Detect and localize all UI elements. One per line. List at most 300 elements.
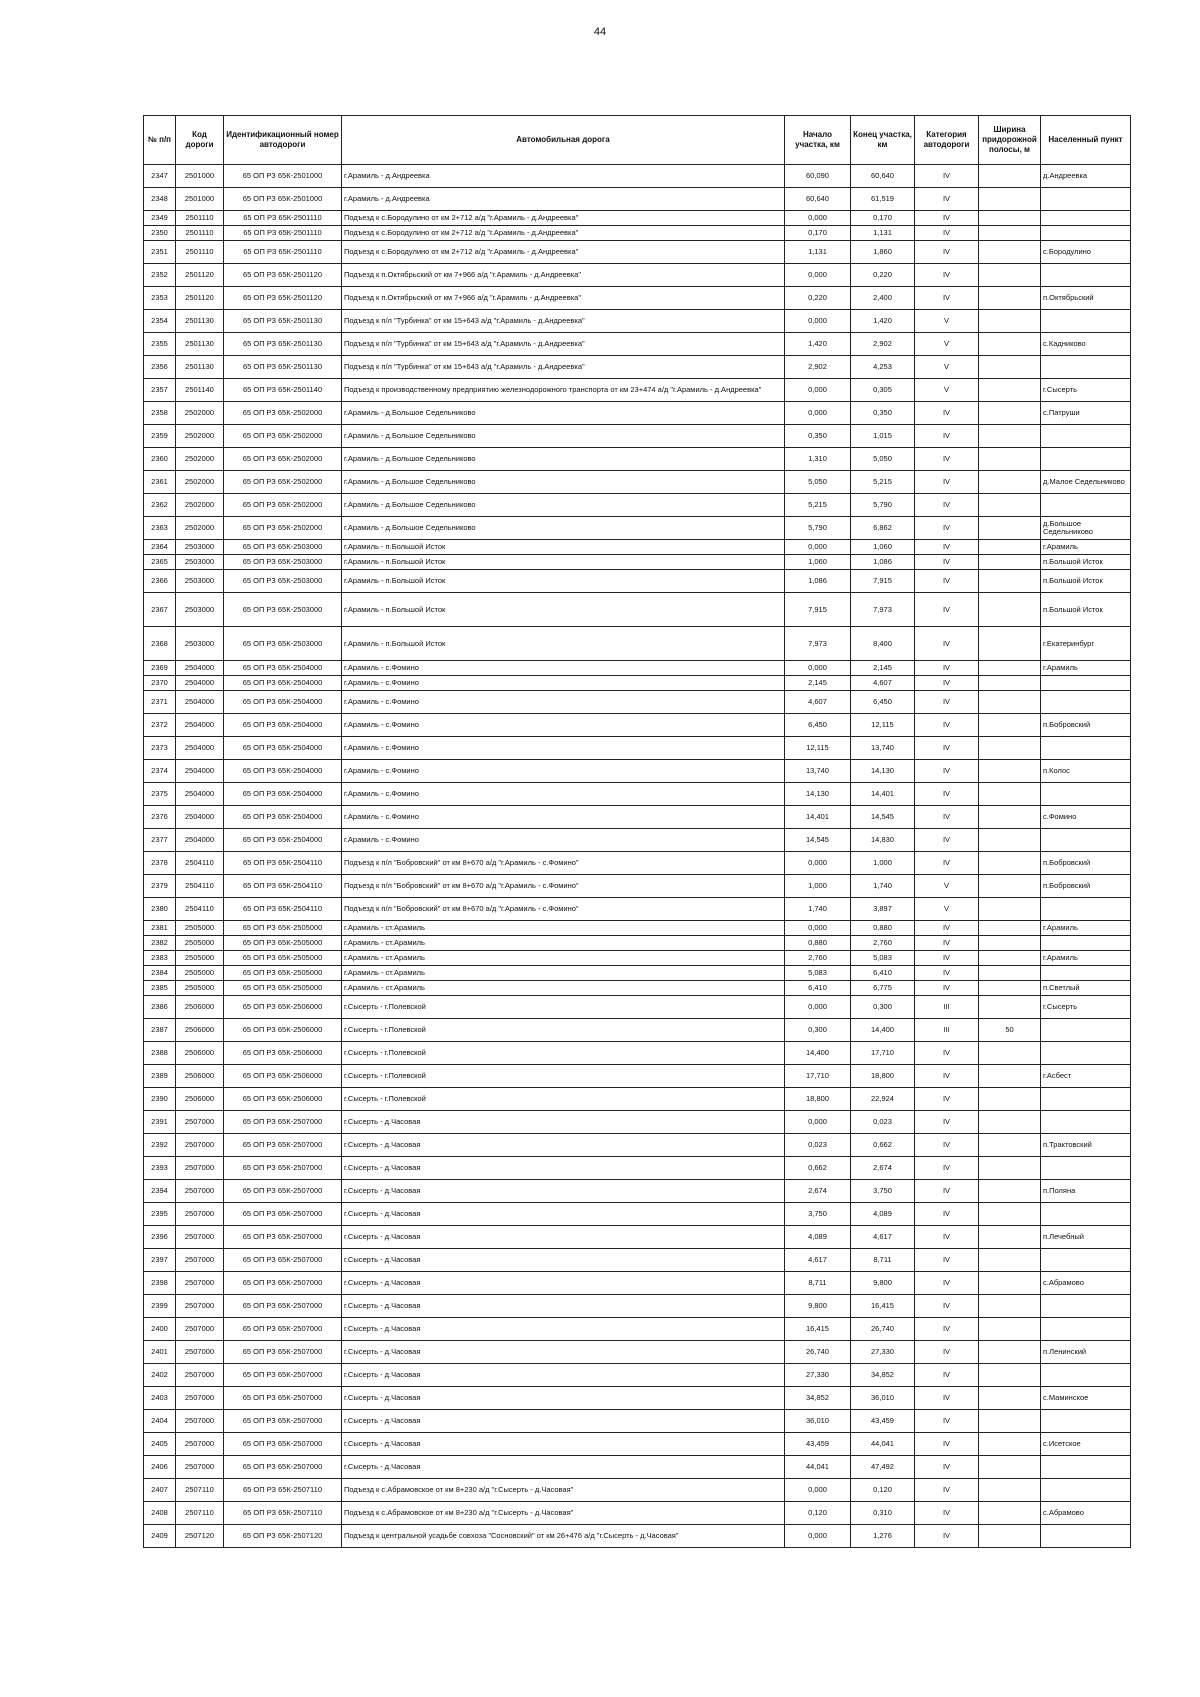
cell-end-km: 0,220 xyxy=(851,264,915,287)
cell-road-id: 65 ОП РЗ 65К-2505000 xyxy=(224,951,342,966)
cell-roadside-width xyxy=(979,966,1041,981)
table-row xyxy=(144,714,1131,737)
cell-roadside-width xyxy=(979,951,1041,966)
column-header-roadside-width: Ширина придорожной полосы, м xyxy=(979,116,1041,165)
cell-end-km: 27,330 xyxy=(851,1341,915,1364)
cell-row-number: 2348 xyxy=(144,188,176,211)
cell-category: IV xyxy=(915,1134,979,1157)
cell-road-code: 2507000 xyxy=(176,1272,224,1295)
table-row xyxy=(144,966,1131,981)
cell-end-km: 0,120 xyxy=(851,1479,915,1502)
table-row xyxy=(144,1341,1131,1364)
cell-settlement xyxy=(1041,211,1131,226)
cell-category: IV xyxy=(915,1180,979,1203)
cell-roadside-width xyxy=(979,1364,1041,1387)
cell-category: IV xyxy=(915,760,979,783)
table-row xyxy=(144,310,1131,333)
cell-row-number: 2355 xyxy=(144,333,176,356)
table-row xyxy=(144,226,1131,241)
cell-road-id: 65 ОП РЗ 65К-2504110 xyxy=(224,898,342,921)
cell-start-km: 2,760 xyxy=(785,951,851,966)
cell-row-number: 2407 xyxy=(144,1479,176,1502)
cell-settlement: с.Маминское xyxy=(1041,1387,1131,1410)
cell-road-id: 65 ОП РЗ 65К-2507110 xyxy=(224,1502,342,1525)
cell-settlement xyxy=(1041,1249,1131,1272)
cell-roadside-width xyxy=(979,1111,1041,1134)
cell-row-number: 2375 xyxy=(144,783,176,806)
cell-row-number: 2393 xyxy=(144,1157,176,1180)
cell-end-km: 1,086 xyxy=(851,555,915,570)
cell-start-km: 1,740 xyxy=(785,898,851,921)
cell-road-id: 65 ОП РЗ 65К-2504000 xyxy=(224,829,342,852)
cell-row-number: 2409 xyxy=(144,1525,176,1548)
cell-end-km: 14,130 xyxy=(851,760,915,783)
cell-road-name: Подъезд к п/л "Турбинка" от км 15+643 а/д "г.Арамиль - д.Андреевка" xyxy=(342,310,785,333)
cell-road-code: 2504000 xyxy=(176,714,224,737)
cell-roadside-width xyxy=(979,1249,1041,1272)
cell-start-km: 0,350 xyxy=(785,425,851,448)
cell-category: IV xyxy=(915,661,979,676)
cell-end-km: 60,640 xyxy=(851,165,915,188)
cell-road-name: г.Сысерть - г.Полевской xyxy=(342,1088,785,1111)
cell-start-km: 0,000 xyxy=(785,540,851,555)
cell-row-number: 2373 xyxy=(144,737,176,760)
cell-row-number: 2396 xyxy=(144,1226,176,1249)
cell-row-number: 2372 xyxy=(144,714,176,737)
cell-start-km: 0,000 xyxy=(785,379,851,402)
cell-end-km: 0,310 xyxy=(851,1502,915,1525)
table-row xyxy=(144,555,1131,570)
cell-row-number: 2366 xyxy=(144,570,176,593)
cell-roadside-width xyxy=(979,1065,1041,1088)
cell-start-km: 27,330 xyxy=(785,1364,851,1387)
cell-settlement xyxy=(1041,1019,1131,1042)
cell-start-km: 0,000 xyxy=(785,996,851,1019)
cell-settlement: д.Малое Седельниково xyxy=(1041,471,1131,494)
cell-road-name: г.Сысерть - д.Часовая xyxy=(342,1203,785,1226)
cell-start-km: 0,000 xyxy=(785,1525,851,1548)
cell-roadside-width xyxy=(979,714,1041,737)
cell-settlement: с.Кадниково xyxy=(1041,333,1131,356)
cell-row-number: 2349 xyxy=(144,211,176,226)
cell-row-number: 2381 xyxy=(144,921,176,936)
table-row xyxy=(144,211,1131,226)
cell-category: IV xyxy=(915,1272,979,1295)
cell-road-name: г.Сысерть - д.Часовая xyxy=(342,1387,785,1410)
cell-row-number: 2368 xyxy=(144,627,176,661)
cell-start-km: 43,459 xyxy=(785,1433,851,1456)
cell-end-km: 14,830 xyxy=(851,829,915,852)
cell-settlement: п.Ленинский xyxy=(1041,1341,1131,1364)
cell-end-km: 4,253 xyxy=(851,356,915,379)
cell-road-code: 2507000 xyxy=(176,1203,224,1226)
cell-row-number: 2405 xyxy=(144,1433,176,1456)
cell-row-number: 2380 xyxy=(144,898,176,921)
cell-category: IV xyxy=(915,188,979,211)
cell-row-number: 2382 xyxy=(144,936,176,951)
cell-road-code: 2507000 xyxy=(176,1226,224,1249)
cell-start-km: 0,000 xyxy=(785,1479,851,1502)
cell-roadside-width xyxy=(979,211,1041,226)
cell-road-code: 2506000 xyxy=(176,1088,224,1111)
table-row xyxy=(144,783,1131,806)
cell-category: IV xyxy=(915,241,979,264)
cell-road-id: 65 ОП РЗ 65К-2507000 xyxy=(224,1272,342,1295)
cell-road-name: г.Арамиль - с.Фомино xyxy=(342,783,785,806)
cell-settlement xyxy=(1041,966,1131,981)
cell-road-name: г.Арамиль - д.Большое Седельниково xyxy=(342,494,785,517)
cell-road-code: 2504000 xyxy=(176,806,224,829)
cell-road-id: 65 ОП РЗ 65К-2505000 xyxy=(224,921,342,936)
cell-category: IV xyxy=(915,1111,979,1134)
table-row xyxy=(144,1226,1131,1249)
table-row xyxy=(144,627,1131,661)
cell-roadside-width xyxy=(979,1502,1041,1525)
table-row xyxy=(144,1456,1131,1479)
cell-road-id: 65 ОП РЗ 65К-2507110 xyxy=(224,1479,342,1502)
cell-start-km: 5,083 xyxy=(785,966,851,981)
cell-road-id: 65 ОП РЗ 65К-2507000 xyxy=(224,1410,342,1433)
cell-road-name: г.Арамиль - д.Большое Седельниково xyxy=(342,402,785,425)
cell-settlement xyxy=(1041,783,1131,806)
cell-road-id: 65 ОП РЗ 65К-2504000 xyxy=(224,737,342,760)
cell-end-km: 12,115 xyxy=(851,714,915,737)
cell-road-name: г.Арамиль - д.Андреевка xyxy=(342,165,785,188)
cell-road-id: 65 ОП РЗ 65К-2501130 xyxy=(224,333,342,356)
cell-road-code: 2507000 xyxy=(176,1111,224,1134)
cell-roadside-width xyxy=(979,287,1041,310)
column-header-road-id: Идентификационный номер автодороги xyxy=(224,116,342,165)
table-row xyxy=(144,661,1131,676)
table-row xyxy=(144,806,1131,829)
cell-category: IV xyxy=(915,540,979,555)
cell-settlement: д.Андреевка xyxy=(1041,165,1131,188)
cell-row-number: 2397 xyxy=(144,1249,176,1272)
cell-end-km: 16,415 xyxy=(851,1295,915,1318)
cell-category: IV xyxy=(915,593,979,627)
cell-start-km: 6,450 xyxy=(785,714,851,737)
cell-road-code: 2501110 xyxy=(176,241,224,264)
cell-road-name: г.Арамиль - с.Фомино xyxy=(342,714,785,737)
cell-row-number: 2395 xyxy=(144,1203,176,1226)
cell-category: IV xyxy=(915,287,979,310)
cell-roadside-width xyxy=(979,1203,1041,1226)
cell-settlement xyxy=(1041,1410,1131,1433)
cell-road-id: 65 ОП РЗ 65К-2507000 xyxy=(224,1111,342,1134)
cell-settlement xyxy=(1041,494,1131,517)
cell-category: IV xyxy=(915,829,979,852)
cell-road-id: 65 ОП РЗ 65К-2507000 xyxy=(224,1433,342,1456)
cell-settlement: п.Лечебный xyxy=(1041,1226,1131,1249)
table-row xyxy=(144,1364,1131,1387)
cell-end-km: 0,300 xyxy=(851,996,915,1019)
cell-row-number: 2350 xyxy=(144,226,176,241)
cell-category: IV xyxy=(915,1502,979,1525)
cell-end-km: 1,740 xyxy=(851,875,915,898)
cell-roadside-width xyxy=(979,829,1041,852)
table-row xyxy=(144,333,1131,356)
cell-end-km: 0,662 xyxy=(851,1134,915,1157)
cell-row-number: 2363 xyxy=(144,517,176,540)
cell-road-code: 2504110 xyxy=(176,898,224,921)
cell-roadside-width xyxy=(979,555,1041,570)
cell-road-name: г.Сысерть - г.Полевской xyxy=(342,1019,785,1042)
cell-road-code: 2502000 xyxy=(176,402,224,425)
cell-category: IV xyxy=(915,1387,979,1410)
cell-road-name: г.Сысерть - д.Часовая xyxy=(342,1111,785,1134)
cell-road-id: 65 ОП РЗ 65К-2506000 xyxy=(224,1042,342,1065)
cell-road-id: 65 ОП РЗ 65К-2505000 xyxy=(224,936,342,951)
table-row xyxy=(144,1387,1131,1410)
cell-row-number: 2378 xyxy=(144,852,176,875)
cell-roadside-width xyxy=(979,517,1041,540)
table-row xyxy=(144,676,1131,691)
cell-row-number: 2364 xyxy=(144,540,176,555)
cell-settlement xyxy=(1041,425,1131,448)
cell-category: IV xyxy=(915,402,979,425)
cell-road-code: 2507000 xyxy=(176,1249,224,1272)
table-row xyxy=(144,1525,1131,1548)
cell-road-id: 65 ОП РЗ 65К-2501110 xyxy=(224,241,342,264)
cell-start-km: 60,640 xyxy=(785,188,851,211)
cell-category: IV xyxy=(915,1525,979,1548)
cell-start-km: 14,130 xyxy=(785,783,851,806)
cell-road-code: 2501140 xyxy=(176,379,224,402)
cell-roadside-width xyxy=(979,1042,1041,1065)
cell-category: IV xyxy=(915,425,979,448)
cell-roadside-width xyxy=(979,494,1041,517)
table-row xyxy=(144,264,1131,287)
cell-road-code: 2507000 xyxy=(176,1318,224,1341)
table-row xyxy=(144,1157,1131,1180)
table-row xyxy=(144,1042,1131,1065)
cell-road-code: 2505000 xyxy=(176,981,224,996)
cell-start-km: 0,000 xyxy=(785,1111,851,1134)
cell-roadside-width: 50 xyxy=(979,1019,1041,1042)
cell-roadside-width xyxy=(979,1410,1041,1433)
cell-road-code: 2507000 xyxy=(176,1180,224,1203)
cell-road-code: 2507000 xyxy=(176,1456,224,1479)
cell-row-number: 2389 xyxy=(144,1065,176,1088)
cell-end-km: 6,862 xyxy=(851,517,915,540)
cell-road-name: г.Арамиль - ст.Арамиль xyxy=(342,936,785,951)
cell-road-name: Подъезд к центральной усадьбе совхоза "Сосновский" от км 26+476 а/д "г.Сысерть - д.Часовая" xyxy=(342,1525,785,1548)
cell-settlement xyxy=(1041,1111,1131,1134)
table-row xyxy=(144,875,1131,898)
table-row xyxy=(144,1433,1131,1456)
cell-roadside-width xyxy=(979,471,1041,494)
cell-category: IV xyxy=(915,951,979,966)
cell-end-km: 34,852 xyxy=(851,1364,915,1387)
cell-roadside-width xyxy=(979,333,1041,356)
cell-roadside-width xyxy=(979,241,1041,264)
cell-road-name: г.Сысерть - д.Часовая xyxy=(342,1433,785,1456)
cell-road-id: 65 ОП РЗ 65К-2507120 xyxy=(224,1525,342,1548)
cell-start-km: 1,420 xyxy=(785,333,851,356)
cell-end-km: 1,000 xyxy=(851,852,915,875)
cell-settlement: с.Абрамово xyxy=(1041,1502,1131,1525)
cell-road-name: г.Сысерть - д.Часовая xyxy=(342,1157,785,1180)
cell-start-km: 0,000 xyxy=(785,852,851,875)
cell-roadside-width xyxy=(979,1433,1041,1456)
cell-road-id: 65 ОП РЗ 65К-2501000 xyxy=(224,165,342,188)
cell-road-id: 65 ОП РЗ 65К-2503000 xyxy=(224,627,342,661)
cell-category: IV xyxy=(915,1157,979,1180)
cell-roadside-width xyxy=(979,981,1041,996)
cell-roadside-width xyxy=(979,760,1041,783)
column-header-number: № п/п xyxy=(144,116,176,165)
cell-settlement: г.Сысерть xyxy=(1041,996,1131,1019)
cell-end-km: 5,790 xyxy=(851,494,915,517)
cell-start-km: 4,089 xyxy=(785,1226,851,1249)
cell-road-name: г.Сысерть - д.Часовая xyxy=(342,1249,785,1272)
cell-category: IV xyxy=(915,264,979,287)
table-row xyxy=(144,517,1131,540)
cell-row-number: 2402 xyxy=(144,1364,176,1387)
cell-road-id: 65 ОП РЗ 65К-2507000 xyxy=(224,1387,342,1410)
cell-row-number: 2394 xyxy=(144,1180,176,1203)
cell-start-km: 5,215 xyxy=(785,494,851,517)
cell-start-km: 0,300 xyxy=(785,1019,851,1042)
cell-roadside-width xyxy=(979,540,1041,555)
cell-settlement xyxy=(1041,1295,1131,1318)
cell-end-km: 44,041 xyxy=(851,1433,915,1456)
cell-row-number: 2391 xyxy=(144,1111,176,1134)
cell-settlement: п.Колос xyxy=(1041,760,1131,783)
cell-road-name: г.Арамиль - п.Большой Исток xyxy=(342,627,785,661)
cell-roadside-width xyxy=(979,402,1041,425)
cell-row-number: 2353 xyxy=(144,287,176,310)
cell-end-km: 0,350 xyxy=(851,402,915,425)
cell-category: V xyxy=(915,310,979,333)
cell-row-number: 2369 xyxy=(144,661,176,676)
cell-row-number: 2379 xyxy=(144,875,176,898)
cell-end-km: 2,902 xyxy=(851,333,915,356)
cell-settlement: п.Большой Исток xyxy=(1041,570,1131,593)
cell-road-id: 65 ОП РЗ 65К-2501110 xyxy=(224,211,342,226)
cell-settlement xyxy=(1041,188,1131,211)
cell-road-id: 65 ОП РЗ 65К-2507000 xyxy=(224,1295,342,1318)
cell-settlement: п.Большой Исток xyxy=(1041,593,1131,627)
cell-start-km: 5,790 xyxy=(785,517,851,540)
cell-row-number: 2385 xyxy=(144,981,176,996)
cell-end-km: 3,750 xyxy=(851,1180,915,1203)
cell-road-id: 65 ОП РЗ 65К-2507000 xyxy=(224,1318,342,1341)
column-header-road-code: Код дороги xyxy=(176,116,224,165)
cell-start-km: 0,000 xyxy=(785,211,851,226)
cell-settlement: п.Поляна xyxy=(1041,1180,1131,1203)
cell-start-km: 6,410 xyxy=(785,981,851,996)
cell-category: IV xyxy=(915,471,979,494)
cell-start-km: 0,000 xyxy=(785,310,851,333)
table-row xyxy=(144,287,1131,310)
cell-roadside-width xyxy=(979,1134,1041,1157)
cell-settlement: п.Большой Исток xyxy=(1041,555,1131,570)
cell-start-km: 0,120 xyxy=(785,1502,851,1525)
cell-category: IV xyxy=(915,226,979,241)
cell-category: IV xyxy=(915,1433,979,1456)
cell-road-id: 65 ОП РЗ 65К-2507000 xyxy=(224,1364,342,1387)
cell-category: IV xyxy=(915,448,979,471)
cell-road-code: 2502000 xyxy=(176,494,224,517)
cell-road-id: 65 ОП РЗ 65К-2502000 xyxy=(224,402,342,425)
cell-road-code: 2505000 xyxy=(176,921,224,936)
cell-road-id: 65 ОП РЗ 65К-2501130 xyxy=(224,356,342,379)
cell-road-name: г.Арамиль - д.Большое Седельниково xyxy=(342,517,785,540)
cell-road-id: 65 ОП РЗ 65К-2504000 xyxy=(224,806,342,829)
cell-category: IV xyxy=(915,1203,979,1226)
cell-row-number: 2362 xyxy=(144,494,176,517)
table-row xyxy=(144,1088,1131,1111)
cell-end-km: 17,710 xyxy=(851,1042,915,1065)
table-row xyxy=(144,241,1131,264)
cell-road-code: 2501110 xyxy=(176,226,224,241)
cell-row-number: 2400 xyxy=(144,1318,176,1341)
cell-settlement xyxy=(1041,1042,1131,1065)
cell-road-code: 2507000 xyxy=(176,1410,224,1433)
cell-road-id: 65 ОП РЗ 65К-2504000 xyxy=(224,676,342,691)
cell-settlement: с.Патруши xyxy=(1041,402,1131,425)
cell-start-km: 14,545 xyxy=(785,829,851,852)
cell-category: IV xyxy=(915,1479,979,1502)
cell-road-code: 2501120 xyxy=(176,287,224,310)
cell-start-km: 3,750 xyxy=(785,1203,851,1226)
cell-settlement xyxy=(1041,1088,1131,1111)
cell-roadside-width xyxy=(979,1387,1041,1410)
cell-row-number: 2361 xyxy=(144,471,176,494)
cell-start-km: 17,710 xyxy=(785,1065,851,1088)
cell-road-id: 65 ОП РЗ 65К-2502000 xyxy=(224,425,342,448)
cell-roadside-width xyxy=(979,783,1041,806)
table-row xyxy=(144,1502,1131,1525)
table-row xyxy=(144,1111,1131,1134)
cell-roadside-width xyxy=(979,936,1041,951)
table-row xyxy=(144,356,1131,379)
cell-start-km: 4,607 xyxy=(785,691,851,714)
cell-road-code: 2503000 xyxy=(176,570,224,593)
cell-road-code: 2505000 xyxy=(176,936,224,951)
cell-start-km: 0,000 xyxy=(785,921,851,936)
column-header-end-km: Конец участка, км xyxy=(851,116,915,165)
cell-category: IV xyxy=(915,921,979,936)
cell-settlement: г.Асбест xyxy=(1041,1065,1131,1088)
cell-road-code: 2504000 xyxy=(176,737,224,760)
cell-road-id: 65 ОП РЗ 65К-2504000 xyxy=(224,691,342,714)
table-row xyxy=(144,1318,1131,1341)
cell-road-code: 2507000 xyxy=(176,1341,224,1364)
cell-settlement: с.Фомино xyxy=(1041,806,1131,829)
cell-settlement: г.Арамиль xyxy=(1041,921,1131,936)
column-header-start-km: Начало участка, км xyxy=(785,116,851,165)
cell-start-km: 1,060 xyxy=(785,555,851,570)
cell-road-code: 2504000 xyxy=(176,661,224,676)
cell-roadside-width xyxy=(979,1479,1041,1502)
cell-end-km: 5,050 xyxy=(851,448,915,471)
cell-road-id: 65 ОП РЗ 65К-2506000 xyxy=(224,1088,342,1111)
cell-end-km: 22,924 xyxy=(851,1088,915,1111)
cell-start-km: 0,000 xyxy=(785,402,851,425)
cell-roadside-width xyxy=(979,996,1041,1019)
cell-roadside-width xyxy=(979,1226,1041,1249)
cell-road-code: 2507000 xyxy=(176,1157,224,1180)
cell-settlement xyxy=(1041,264,1131,287)
cell-end-km: 7,973 xyxy=(851,593,915,627)
cell-end-km: 26,740 xyxy=(851,1318,915,1341)
cell-roadside-width xyxy=(979,570,1041,593)
cell-roadside-width xyxy=(979,806,1041,829)
cell-road-name: г.Арамиль - с.Фомино xyxy=(342,829,785,852)
table-row xyxy=(144,425,1131,448)
